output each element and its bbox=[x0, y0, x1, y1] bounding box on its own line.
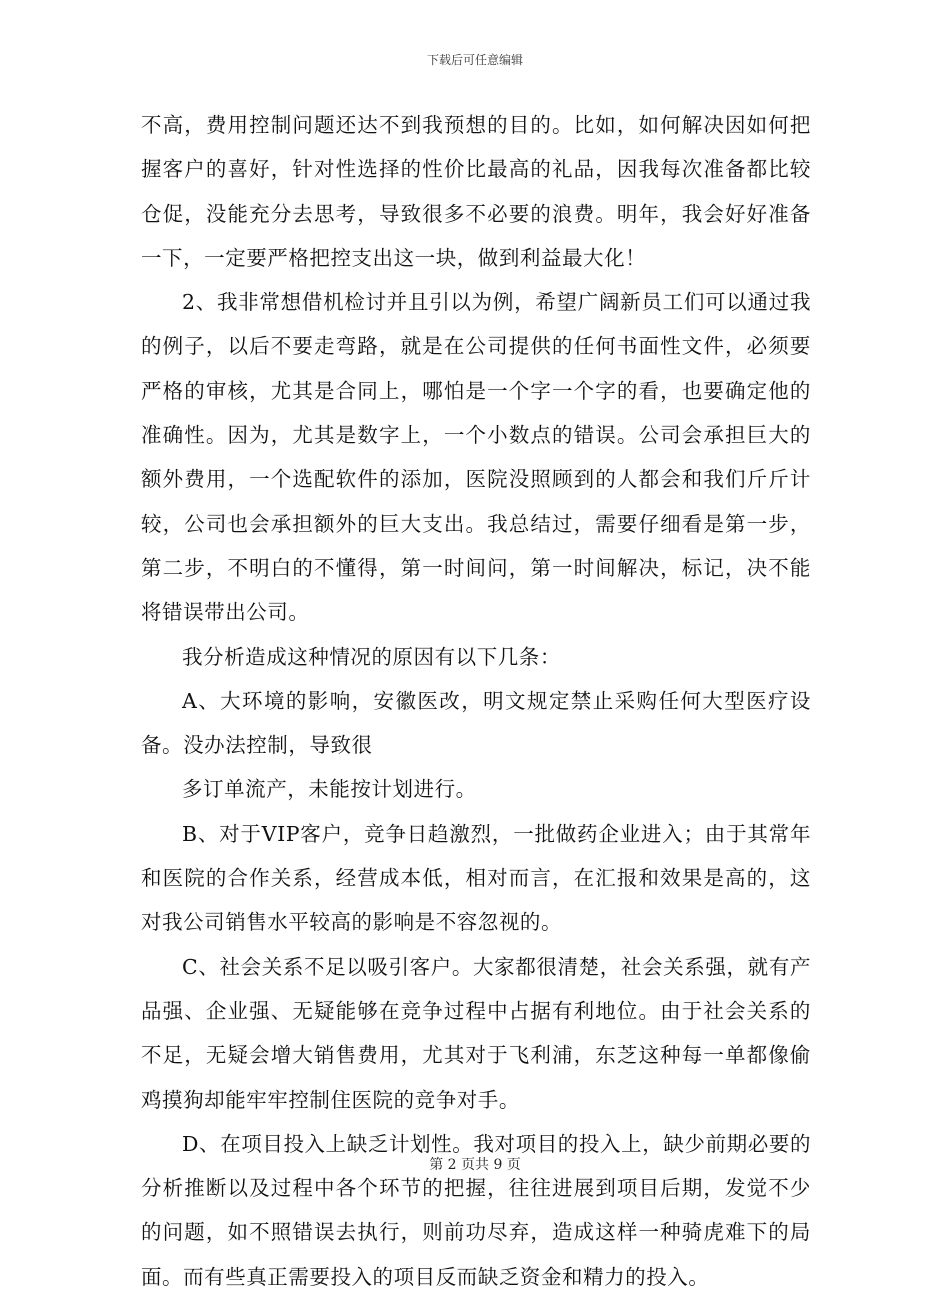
paragraph-reason-a: A、大环境的影响，安徽医改，明文规定禁止采购任何大型医疗设备。没办法控制，导致很 bbox=[141, 688, 811, 758]
paragraph-reason-a-continued: 多订单流产，未能按计划进行。 bbox=[182, 777, 477, 802]
page-header: 下载后可任意编辑 bbox=[426, 53, 523, 67]
page-number: 第 2 页共 9 页 bbox=[429, 1157, 521, 1173]
document-body bbox=[141, 103, 811, 1299]
paragraph-cost-control: 不高，费用控制问题还达不到我预想的目的。比如，如何解决因如何把握客户的喜好，针对性选择的性价比最高的礼品，因我每次准备都比较仓促，没能充分去思考，导致很多不必要的浪费。明年，我会好好准备一下，一定要严格把控支出这一块，做到利益最大化！ bbox=[141, 113, 811, 270]
paragraph-reason-b: B、对于VIP客户，竞争日趋激烈，一批做药企业进入；由于其常年和医院的合作关系，经营成本低，相对而言，在汇报和效果是高的，这对我公司销售水平较高的影响是不容忽视的。 bbox=[141, 821, 811, 935]
paragraph-item-2: 2、我非常想借机检讨并且引以为例，希望广阔新员工们可以通过我的例子，以后不要走弯路，就是在公司提供的任何书面性文件，必须要严格的审核，尤其是合同上，哪怕是一个字一个字的看，也要确定他的准确性。因为，尤其是数字上，一个小数点的错误。公司会承担巨大的额外费用，一个选配软件的添加，医院没照顾到的人都会和我们斤斤计较，公司也会承担额外的巨大支出。我总结过，需要仔细看是第一步，第二步，不明白的不懂得，第一时间问，第一时间解决，标记，决不能将错误带出公司。 bbox=[141, 290, 811, 625]
paragraph-analysis-intro: 我分析造成这种情况的原因有以下几条： bbox=[182, 644, 561, 669]
paragraph-reason-c: C、社会关系不足以吸引客户。大家都很清楚，社会关系强，就有产品强、企业强、无疑能够在竞争过程中占据有利地位。由于社会关系的不足，无疑会增大销售费用，尤其对于飞利浦，东芝这种每一单都像偷鸡摸狗却能牢牢控制住医院的竞争对手。 bbox=[141, 954, 811, 1112]
paragraph-reason-d: D、在项目投入上缺乏计划性。我对项目的投入上，缺少前期必要的分析推断以及过程中各个环节的把握，往往进展到项目后期，发觉不少的问题，如不照错误去执行，则前功尽弃，造成这样一种骑虎难下的局面。而有些真正需要投入的项目反而缺乏资金和精力的投入。 bbox=[141, 1131, 811, 1289]
